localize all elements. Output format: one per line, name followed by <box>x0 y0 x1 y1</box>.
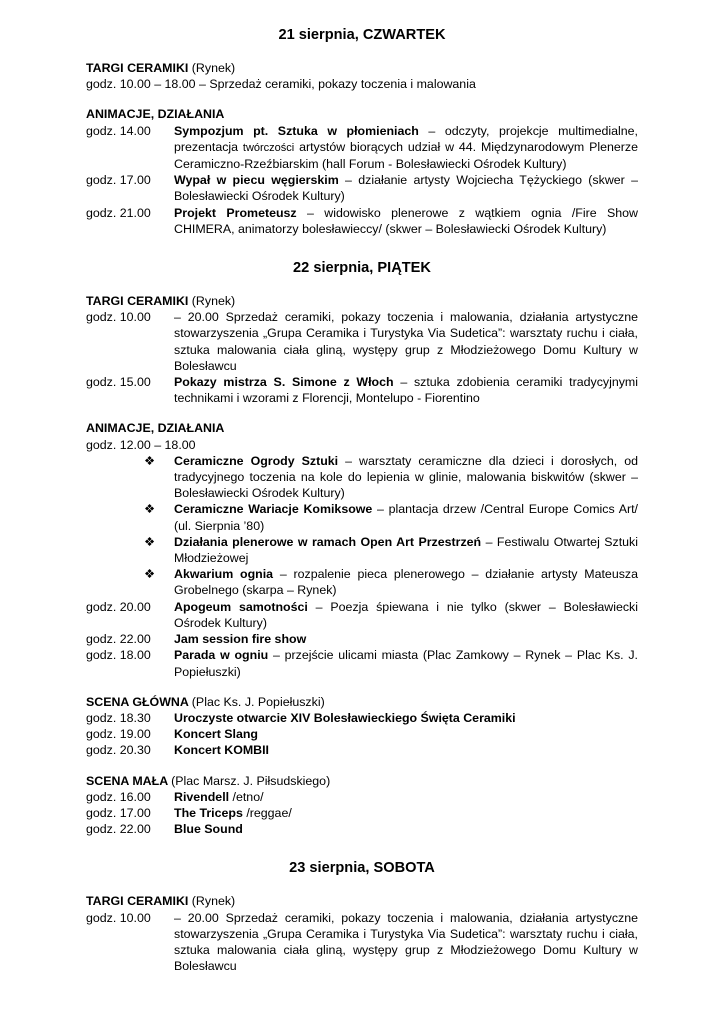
event-time: godz. 15.00 <box>86 375 151 390</box>
program-document <box>86 24 638 974</box>
event-text: – plantacja drzew /Central Europe Comics Art/ (ul. Sierpnia ’80) <box>174 502 638 533</box>
event-text-small: twórczości <box>242 141 295 154</box>
section-title: TARGI CERAMIKI <box>86 294 189 309</box>
event-row <box>86 910 638 975</box>
event-title: Apogeum samotności <box>174 599 308 614</box>
section-heading <box>86 773 638 789</box>
event-desc <box>174 453 638 502</box>
event-time: godz. 19.00 <box>86 727 151 742</box>
bullet-item <box>86 534 638 566</box>
event-desc <box>174 599 638 631</box>
event-time: godz. 10.00 <box>86 310 151 325</box>
section-heading <box>86 893 638 909</box>
event-time: godz. 18.00 <box>86 648 151 663</box>
event-desc <box>174 789 638 805</box>
section-title: SCENA MAŁA <box>86 773 168 788</box>
event-row <box>86 599 638 631</box>
event-title: Sympozjum pt. Sztuka w płomieniach <box>174 123 419 138</box>
event-title: Blue Sound <box>174 822 243 837</box>
event-desc <box>174 710 638 726</box>
event-row <box>86 789 638 805</box>
section-heading <box>86 293 638 309</box>
event-time: godz. 17.00 <box>86 805 151 820</box>
event-time: godz. 20.30 <box>86 743 151 758</box>
bullet-icon: ❖ <box>144 567 156 582</box>
event-desc <box>174 647 638 679</box>
event-time: godz. 10.00 <box>86 910 151 925</box>
event-text: /reggae/ <box>242 805 292 820</box>
event-desc <box>174 566 638 598</box>
event-text: artystów biorących udział w 44. Międzynarodowym Plenerze Ceramiczno-Rzeźbiarskim (hall Forum - Bolesławiecki Ośrodek Kultury) <box>174 139 638 172</box>
event-text: – Poezja śpiewana i nie tylko (skwer – Bolesławiecki Ośrodek Kultury) <box>174 599 638 630</box>
event-desc <box>174 501 638 533</box>
event-text: – przejście ulicami miasta (Plac Zamkowy – Rynek – Plac Ks. J. Popiełuszki) <box>174 648 638 679</box>
event-desc: – 20.00 Sprzedaż ceramiki, pokazy toczenia i malowania, działania artystyczne stowarzyszenia „Grupa Ceramika i Turystyka Via Sudetica”: warsztaty ruchu i ciała, sztuka malowania ciała gliną, występy grup z Młodzieżowego Domu Kultury w Bolesławcu <box>174 310 638 373</box>
event-time: godz. 22.00 <box>86 822 151 837</box>
event-desc <box>174 172 638 204</box>
event-title: Pokazy mistrza S. Simone z Włoch <box>174 375 394 390</box>
bullet-icon: ❖ <box>144 502 156 517</box>
event-row <box>86 821 638 837</box>
event-text: – działanie artysty Wojciecha Tężyckiego (skwer – Bolesławiecki Ośrodek Kultury) <box>174 173 638 204</box>
bullet-icon: ❖ <box>144 534 156 549</box>
event-text: – widowisko plenerowe z wątkiem ognia /Fire Show CHIMERA, animatorzy bolesławieccy/ (skwer – Bolesławiecki Ośrodek Kultury) <box>174 205 638 236</box>
event-text: – odczyty, projekcje multimedialne, prezentacja <box>174 123 638 154</box>
event-row <box>86 726 638 742</box>
section-location: (Rynek) <box>191 294 236 309</box>
section-location: (Plac Ks. J. Popiełuszki) <box>191 694 325 709</box>
day-heading: 21 sierpnia, CZWARTEK <box>278 27 446 43</box>
event-time: godz. 16.00 <box>86 789 151 804</box>
event-row <box>86 805 638 821</box>
event-row <box>86 374 638 406</box>
event-title: Rivendell <box>174 789 230 804</box>
event-row <box>86 172 638 204</box>
event-row <box>86 205 638 237</box>
bullet-item <box>86 501 638 533</box>
event-row <box>86 631 638 647</box>
event-row <box>86 742 638 758</box>
event-row <box>86 647 638 679</box>
section-heading <box>86 694 638 710</box>
event-desc <box>174 534 638 566</box>
section-location: (Rynek) <box>191 894 236 909</box>
event-title: Koncert Slang <box>174 727 258 742</box>
event-desc <box>174 205 638 237</box>
section-heading: ANIMACJE, DZIAŁANIA <box>86 107 225 122</box>
event-desc <box>174 726 638 742</box>
event-time: godz. 18.30 <box>86 710 151 725</box>
schedule-line: godz. 10.00 – 18.00 – Sprzedaż ceramiki, pokazy toczenia i malowania <box>86 77 476 92</box>
event-desc <box>174 805 638 821</box>
event-title: Akwarium ognia <box>174 567 274 582</box>
event-text: – sztuka zdobienia ceramiki tradycyjnymi technikami i wzorami z Florencji, Montelupo - Fiorentino <box>174 375 638 406</box>
section-location: (Plac Marsz. J. Piłsudskiego) <box>171 773 331 788</box>
event-desc: – 20.00 Sprzedaż ceramiki, pokazy toczenia i malowania, działania artystyczne stowarzyszenia „Grupa Ceramika i Turystyka Via Sudetica”: warsztaty ruchu i ciała, sztuka malowania ciała gliną, występy grup z Młodzieżowego Domu Kultury w Bolesławcu <box>174 910 638 974</box>
event-title: Projekt Prometeusz <box>174 205 297 220</box>
event-text: – warsztaty ceramiczne dla dzieci i dorosłych, od tradycyjnego toczenia na kole do lepienia w glinie, malowania biskwitów (skwer – Bolesławiecki Ośrodek Kultury) <box>174 453 638 501</box>
section-title: SCENA GŁÓWNA <box>86 694 189 709</box>
bullet-icon: ❖ <box>144 453 156 468</box>
event-title: Koncert KOMBII <box>174 743 269 758</box>
event-text: – rozpalenie pieca plenerowego – działanie artysty Mateusza Grobelnego (skarpa – Rynek) <box>174 567 638 598</box>
bullet-item <box>86 453 638 502</box>
event-row <box>86 123 638 173</box>
event-time: godz. 20.00 <box>86 599 151 614</box>
event-title: Wypał w piecu węgierskim <box>174 173 339 188</box>
section-title: TARGI CERAMIKI <box>86 61 189 75</box>
event-title: The Triceps <box>174 805 243 820</box>
event-text: /etno/ <box>229 789 264 804</box>
event-time: godz. 17.00 <box>86 173 151 188</box>
event-title: Parada w ogniu <box>174 648 269 663</box>
section-heading: ANIMACJE, DZIAŁANIA <box>86 421 225 436</box>
event-time: godz. 22.00 <box>86 632 151 647</box>
event-time: godz. 14.00 <box>86 123 151 138</box>
section-location: (Rynek) <box>191 61 236 75</box>
event-desc <box>174 821 638 837</box>
event-title: Uroczyste otwarcie XIV Bolesławieckiego Święta Ceramiki <box>174 710 516 725</box>
day-heading: 22 sierpnia, PIĄTEK <box>293 260 431 277</box>
section-heading <box>86 60 638 76</box>
event-title: Ceramiczne Wariacje Komiksowe <box>174 502 373 517</box>
event-row <box>86 309 638 374</box>
event-title: Działania plenerowe w ramach Open Art Przestrzeń <box>174 534 482 549</box>
event-desc <box>174 631 638 647</box>
event-desc <box>174 742 638 758</box>
day-heading: 23 sierpnia, SOBOTA <box>289 860 435 877</box>
event-time: godz. 21.00 <box>86 205 151 220</box>
event-desc <box>174 123 638 173</box>
event-desc <box>174 374 638 406</box>
event-title: Ceramiczne Ogrody Sztuki <box>174 453 339 468</box>
time-range: godz. 12.00 – 18.00 <box>86 437 196 452</box>
event-text: – Festiwalu Otwartej Sztuki Młodzieżowej <box>174 534 639 566</box>
bullet-item <box>86 566 638 598</box>
event-title: Jam session fire show <box>174 632 307 647</box>
event-row <box>86 710 638 726</box>
section-title: TARGI CERAMIKI <box>86 894 189 909</box>
